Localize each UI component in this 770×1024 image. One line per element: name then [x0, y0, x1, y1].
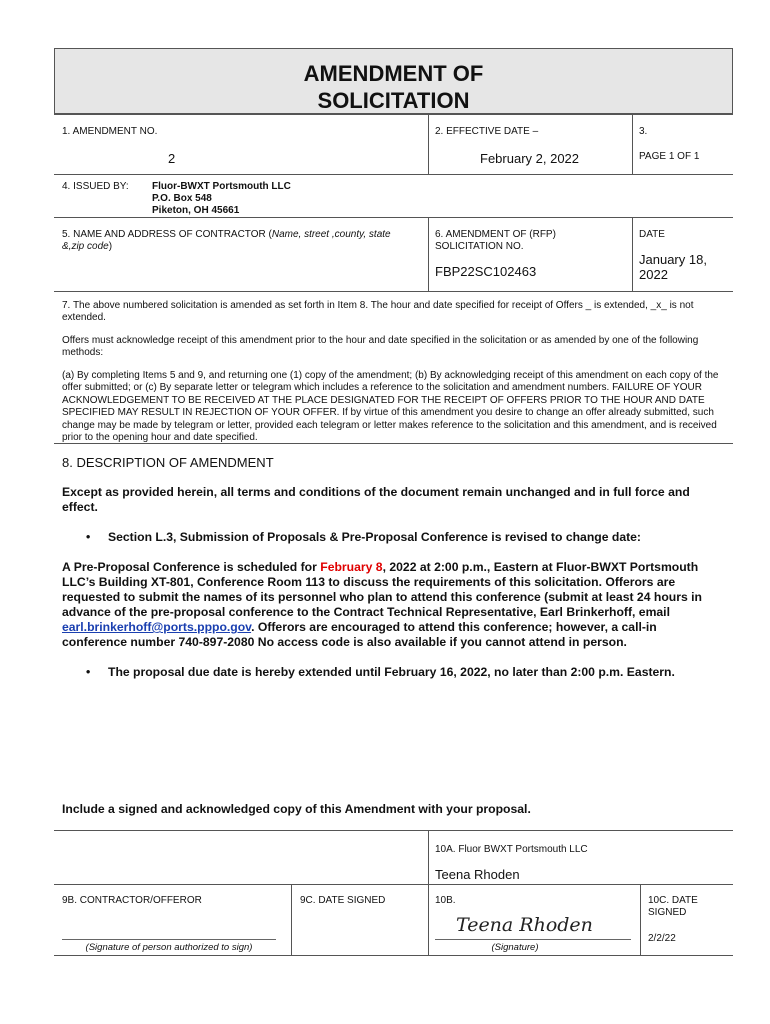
- amendment-no-label: 1. AMENDMENT NO.: [62, 126, 158, 137]
- date-label: DATE: [639, 229, 665, 240]
- bullet-item-1: Section L.3, Submission of Proposals & Pre-Proposal Conference is revised to change date:: [108, 530, 641, 544]
- bullet-icon: •: [86, 530, 91, 544]
- rule: [632, 114, 633, 175]
- item7-paragraph-1: 7. The above numbered solicitation is amended as set forth in Item 8. The hour and date specified for receipt of Offers _ is extended, _x_ is not extended.: [62, 300, 694, 323]
- rule: [428, 830, 429, 955]
- page-count: PAGE 1 OF 1: [639, 151, 700, 162]
- caption-10b: (Signature): [491, 942, 539, 953]
- bullet-icon: •: [86, 665, 91, 679]
- effective-date-label: 2. EFFECTIVE DATE –: [435, 126, 539, 137]
- label-10b: 10B.: [435, 895, 456, 906]
- caption-9b: (Signature of person authorized to sign): [85, 942, 253, 953]
- label-10c-line1: 10C. DATE: [648, 895, 698, 906]
- solicitation-number: FBP22SC102463: [435, 264, 537, 279]
- rule: [640, 884, 641, 955]
- conference-date: February 8: [320, 560, 383, 574]
- item7-paragraph-3: (a) By completing Items 5 and 9, and returning one (1) copy of the amendment; (b) By acknowledging receipt of this amendment on each copy of the offer submitted; or (c) By separate letter or telegram which includes a reference to the solicitation and amendment numbers. FAILURE OF YOUR ACKNOWLEDGEMENT TO BE RECEIVED AT THE PLACE DESIGNATED FOR THE RECEIPT OF OFFERS PRIOR TO THE HOUR AND DATE SPECIFIED MAY RESULT IN REJECTION OF YOUR OFFER. If by virtue of this amendment you desire to change an offer already submitted, such change may be made by telegram or letter, provided each telegram or letter makes reference to the solicitation and this amendment, and is received prior to the opening hour and date specified.: [62, 370, 719, 444]
- effective-date-value: February 2, 2022: [480, 151, 580, 166]
- item7-paragraph-2: Offers must acknowledge receipt of this amendment prior to the hour and date specified in the solicitation or as amended by one of the following methods:: [62, 335, 699, 358]
- rule: [54, 174, 733, 175]
- rule: [54, 830, 733, 831]
- date-value-1: January 18,: [639, 252, 707, 267]
- signature-line-9b: [62, 939, 276, 940]
- section-heading: 8. DESCRIPTION OF AMENDMENT: [62, 455, 274, 470]
- label-10c-line2: SIGNED: [648, 907, 687, 918]
- bullet-item-2: The proposal due date is hereby extended until February 16, 2022, no later than 2:00 p.m. Eastern.: [108, 665, 675, 679]
- handwritten-signature: Teena Rhoden: [456, 914, 593, 936]
- rule: [54, 884, 733, 885]
- rule: [54, 955, 733, 956]
- date-10c: 2/2/22: [648, 933, 676, 944]
- label-9c: 9C. DATE SIGNED: [300, 895, 386, 906]
- contractor-label: 5. NAME AND ADDRESS OF CONTRACTOR (Name, street ,county, state &,zip code): [62, 229, 391, 252]
- label-10a: 10A. Fluor BWXT Portsmouth LLC: [435, 844, 588, 855]
- closing-instruction: Include a signed and acknowledged copy of this Amendment with your proposal.: [62, 802, 531, 816]
- intro-paragraph: Except as provided herein, all terms and conditions of the document remain unchanged and in full force and effect.: [62, 485, 690, 514]
- signer-name: Teena Rhoden: [435, 867, 520, 882]
- rule: [291, 884, 292, 955]
- rule: [632, 217, 633, 291]
- issuer-address-2: Piketon, OH 45661: [152, 205, 240, 216]
- issuer-address-1: P.O. Box 548: [152, 193, 212, 204]
- document-title-line1: AMENDMENT OF: [303, 61, 484, 86]
- issuer-name: Fluor-BWXT Portsmouth LLC: [152, 181, 291, 192]
- box3-label: 3.: [639, 126, 648, 137]
- date-value-2: 2022: [639, 267, 668, 282]
- solicitation-label-1: 6. AMENDMENT OF (RFP): [435, 229, 556, 240]
- solicitation-label-2: SOLICITATION NO.: [435, 241, 524, 252]
- rule: [54, 291, 733, 292]
- issued-by-label: 4. ISSUED BY:: [62, 181, 129, 192]
- rule: [428, 114, 429, 175]
- signature-line-10b: [435, 939, 631, 940]
- amendment-no-value: 2: [168, 151, 176, 166]
- conference-paragraph: A Pre-Proposal Conference is scheduled for February 8, 2022 at 2:00 p.m., Eastern at Fluor-BWXT Portsmouth LLC’s Building XT-801, Conference Room 113 to discuss the requirements of this solicitation. Offerors are requested to submit the names of its personnel who plan to attend this conference (submit at least 24 hours in advance of the pre-proposal conference to the Contract Technical Representative, Earl Brinkerhoff, email earl.brinkerhoff@ports.pppo.gov. Offerors are encouraged to attend this conference; however, a call-in conference number 740-897-2080 No access code is also available if you cannot attend in person.: [62, 560, 702, 649]
- rule: [54, 443, 733, 444]
- email-link[interactable]: earl.brinkerhoff@ports.pppo.gov: [62, 620, 252, 634]
- document-title-line2: SOLICITATION: [317, 88, 470, 113]
- rule: [428, 217, 429, 291]
- label-9b: 9B. CONTRACTOR/OFFEROR: [62, 895, 202, 906]
